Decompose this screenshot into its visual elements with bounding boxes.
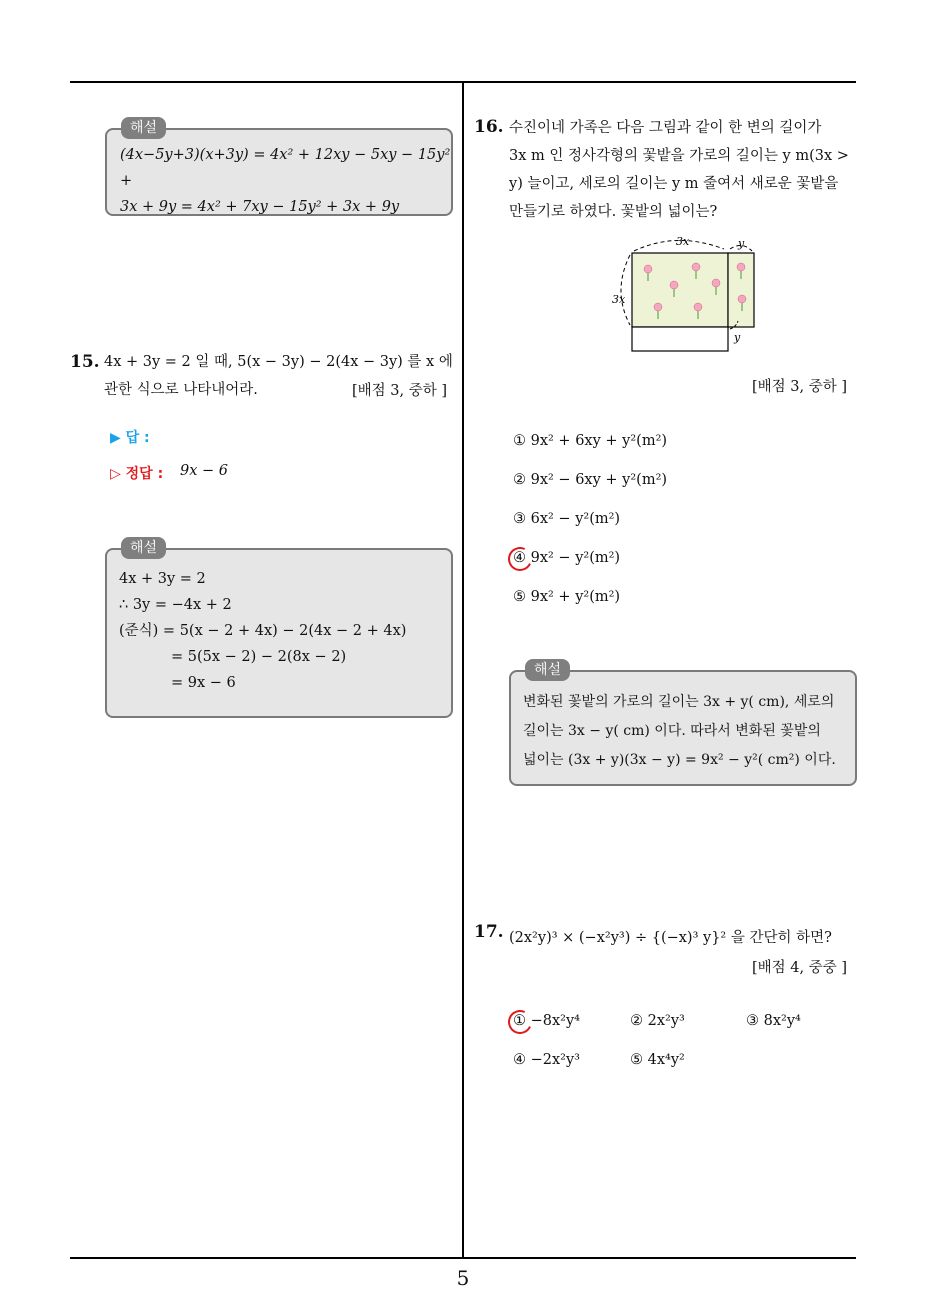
choice-1[interactable]: ① −8x²y⁴: [513, 1013, 580, 1029]
question-text: (2x²y)³ × (−x²y³) ÷ {(−x)³ y}² 을 간단히 하면?: [509, 930, 832, 946]
choice-2[interactable]: ② 9x² − 6xy + y²(m²): [513, 472, 668, 488]
solution-line: 3x + 9y = 4x² + 7xy − 15y² + 3x + 9y: [120, 199, 400, 215]
garden-figure: [606, 233, 766, 358]
question-meta: [배점 3, 중하 ]: [352, 383, 448, 399]
question-number: 16.: [474, 117, 504, 137]
question-line: 3x m 인 정사각형의 꽃밭을 가로의 길이는 y m(3x >: [509, 148, 849, 164]
q15-solution-box: [105, 540, 453, 718]
question-line: y) 늘이고, 세로의 길이는 y m 줄여서 새로운 꽃밭을: [509, 176, 839, 192]
question-text: [509, 114, 861, 226]
choice-5[interactable]: ⑤ 9x² + y²(m²): [513, 589, 621, 605]
solution-line: = 9x − 6: [171, 675, 236, 691]
choice-2[interactable]: ② 2x²y³: [630, 1013, 685, 1029]
choice-3[interactable]: ③ 8x²y⁴: [746, 1013, 801, 1029]
figure-label-left: 3x: [612, 293, 626, 306]
column-divider: [462, 83, 464, 1257]
q14-solution-box: [105, 120, 453, 216]
solution-line: = 5(5x − 2) − 2(8x − 2): [171, 649, 347, 665]
solution-line: (4x−5y+3)(x+3y) = 4x² + 12xy − 5xy − 15y² +: [120, 147, 451, 189]
choice-5[interactable]: ⑤ 4x⁴y²: [630, 1052, 685, 1068]
correct-answer-label: ▷ 정답 :: [110, 466, 164, 482]
selected-answer-mark: [505, 544, 536, 575]
figure-label-bottom-right: y: [734, 331, 741, 344]
question-line: 관한 식으로 나타내어라.: [104, 382, 258, 398]
question-line: 수진이네 가족은 다음 그림과 같이 한 변의 길이가: [509, 120, 822, 136]
solution-tag: 해설: [121, 117, 166, 139]
question-line: 4x + 3y = 2 일 때, 5(x − 3y) − 2(4x − 3y) 를 x 에: [104, 354, 453, 370]
choice-3[interactable]: ③ 6x² − y²(m²): [513, 511, 621, 527]
solution-line: (준식) = 5(x − 2 + 4x) − 2(4x − 2 + 4x): [119, 623, 407, 639]
solution-line: 4x + 3y = 2: [119, 571, 206, 587]
question-meta: [배점 3, 중하 ]: [752, 379, 848, 395]
question-meta: [배점 4, 중중 ]: [752, 960, 848, 976]
solution-line: 길이는 3x − y( cm) 이다. 따라서 변화된 꽃밭의: [523, 723, 821, 739]
choice-4[interactable]: ④ 9x² − y²(m²): [513, 550, 621, 566]
choice-4[interactable]: ④ −2x²y³: [513, 1052, 580, 1068]
choice-1[interactable]: ① 9x² + 6xy + y²(m²): [513, 433, 668, 449]
q16-solution-box: [509, 662, 857, 786]
correct-answer-value: 9x − 6: [180, 463, 228, 479]
figure-label-top: 3x: [676, 235, 690, 248]
figure-label-top-right: y: [738, 237, 745, 250]
solution-line: 넓이는 (3x + y)(3x − y) = 9x² − y²( cm²) 이다.: [523, 752, 836, 768]
solution-tag: 해설: [525, 659, 570, 681]
selected-answer-mark: [505, 1007, 536, 1038]
solution-line: ∴ 3y = −4x + 2: [119, 597, 232, 613]
question-line: 만들기로 하였다. 꽃밭의 넓이는?: [509, 204, 718, 220]
solution-tag: 해설: [121, 537, 166, 559]
question-number: 15.: [70, 352, 100, 372]
page-number: 5: [456, 1266, 470, 1290]
question-number: 17.: [474, 922, 504, 942]
answer-label: ▶ 답 :: [110, 430, 150, 446]
solution-line: 변화된 꽃밭의 가로의 길이는 3x + y( cm), 세로의: [523, 694, 835, 710]
bottom-rule: [70, 1257, 856, 1259]
